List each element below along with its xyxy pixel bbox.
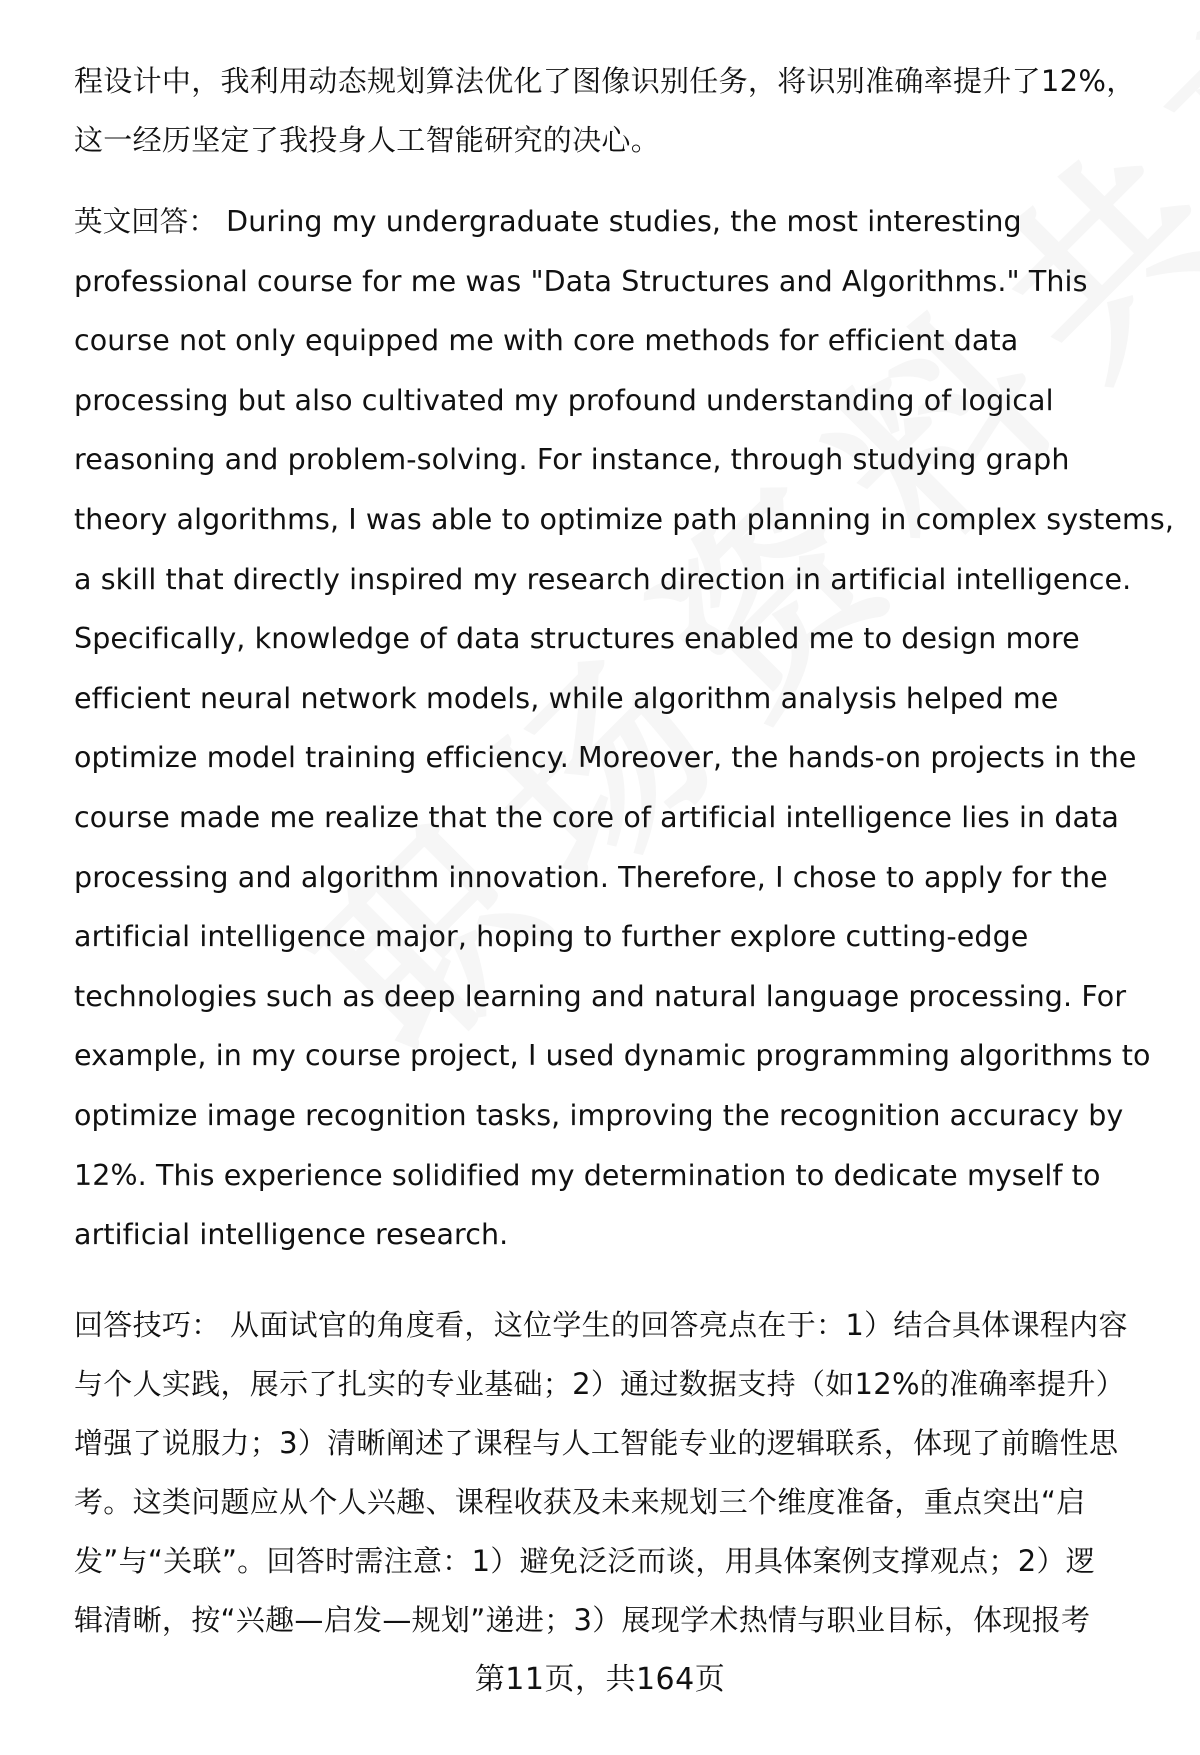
text-line: processing and algorithm innovation. Therefore, I chose to apply for the bbox=[74, 860, 1108, 894]
text-line: 辑清晰，按“兴趣—启发—规划”递进；3）展现学术热情与职业目标，体现报考 bbox=[74, 1602, 1091, 1637]
english-answer-paragraph bbox=[74, 192, 1175, 1265]
text-line: artificial intelligence major, hoping to further explore cutting-edge bbox=[74, 920, 1029, 954]
text-line: optimize image recognition tasks, improving the recognition accuracy by bbox=[74, 1098, 1124, 1132]
text-line: 发”与“关联”。回答时需注意：1）避免泛泛而谈，用具体案例支撑观点；2）逻 bbox=[74, 1543, 1096, 1578]
text-line: course not only equipped me with core methods for efficient data bbox=[74, 324, 1019, 358]
text-line: theory algorithms, I was able to optimize path planning in complex systems, bbox=[74, 502, 1175, 536]
text-line: 12%. This experience solidified my determination to dedicate myself to bbox=[74, 1158, 1101, 1192]
text-line: 英文回答： During my undergraduate studies, the most interesting bbox=[74, 205, 1022, 238]
text-line: artificial intelligence research. bbox=[74, 1218, 509, 1252]
text-line: 增强了说服力；3）清晰阐述了课程与人工智能专业的逻辑联系，体现了前瞻性思 bbox=[74, 1425, 1119, 1460]
text-line: example, in my course project, I used dynamic programming algorithms to bbox=[74, 1039, 1151, 1073]
text-line: efficient neural network models, while algorithm analysis helped me bbox=[74, 681, 1059, 715]
text-line: 程设计中，我利用动态规划算法优化了图像识别任务，将识别准确率提升了12%， bbox=[74, 64, 1136, 98]
text-line: reasoning and problem-solving. For instance, through studying graph bbox=[74, 443, 1070, 477]
page-number: 第11页，共164页 bbox=[474, 1662, 726, 1697]
text-line: 与个人实践，展示了扎实的专业基础；2）通过数据支持（如12%的准确率提升） bbox=[74, 1366, 1126, 1401]
text-line: 这一经历坚定了我投身人工智能研究的决心。 bbox=[74, 123, 661, 157]
text-line: 回答技巧： 从面试官的角度看，这位学生的回答亮点在于：1）结合具体课程内容 bbox=[74, 1307, 1128, 1342]
text-line: course made me realize that the core of artificial intelligence lies in data bbox=[74, 800, 1119, 834]
text-line: optimize model training efficiency. Moreover, the hands-on projects in the bbox=[74, 741, 1137, 775]
tips-paragraph bbox=[74, 1296, 1156, 1650]
text-line: processing but also cultivated my profound understanding of logical bbox=[74, 383, 1054, 417]
text-line: professional course for me was "Data Structures and Algorithms." This bbox=[74, 264, 1088, 298]
document-page bbox=[74, 52, 1175, 1650]
text-line: Specifically, knowledge of data structures enabled me to design more bbox=[74, 622, 1080, 656]
intro-paragraph bbox=[74, 52, 1156, 170]
text-line: 考。这类问题应从个人兴趣、课程收获及未来规划三个维度准备，重点突出“启 bbox=[74, 1484, 1086, 1519]
text-line: a skill that directly inspired my research direction in artificial intelligence. bbox=[74, 562, 1132, 596]
text-line: technologies such as deep learning and natural language processing. For bbox=[74, 979, 1127, 1013]
